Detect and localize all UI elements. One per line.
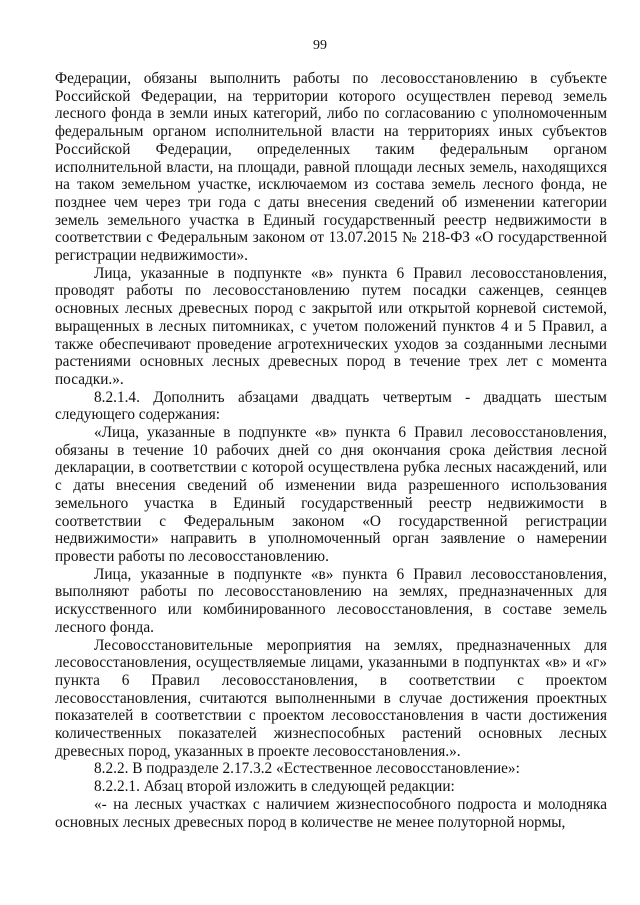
paragraph-continuation: Федерации, обязаны выполнить работы по лесовосстановлению в субъекте Российской Федерации, на территории которого осуществлен перевод земель лесного фонда в земли иных категорий, либо по согласованию с уполномоченным федеральным органом исполнительной власти на территориях иных субъектов Российской Федерации, определенных таким федеральным органом исполнительной власти, на площади, равной площади лесных земель, находящихся на таком земельном участке, исключаемом из состава земель лесного фонда, не позднее чем через три года с даты внесения сведений об изменении категории земель земельного участка в Единый государственный реестр недвижимости в соответствии с Федеральным законом от 13.07.2015 № 218-ФЗ «О государственной регистрации недвижимости».: [55, 70, 607, 265]
paragraph-measures-completed: Лесовосстановительные мероприятия на землях, предназначенных для лесовосстановления, осуществляемые лицами, указанными в подпунктах «в» и «г» пункта 6 Правил лесовосстановления, в соответствии с проектом лесовосстановления, считаются выполненными в случае достижения проектных показателей в соответствии с проектом лесовосстановления в части достижения количественных показателей жизнеспособных растений основных лесных древесных пород, указанных в проекте лесовосстановления.».: [55, 636, 607, 760]
document-body: [55, 70, 607, 831]
paragraph-item-8-2-2-1: 8.2.2.1. Абзац второй изложить в следующей редакции:: [94, 778, 455, 796]
paragraph-item-8-2-1-4: 8.2.1.4. Дополнить абзацами двадцать четвертым - двадцать шестым следующего содержания:: [55, 388, 607, 424]
paragraph-planting-works: Лица, указанные в подпункте «в» пункта 6 Правил лесовосстановления, проводят работы по лесовосстановлению путем посадки саженцев, сеянцев основных лесных древесных пород с закрытой или открытой корневой системой, выращенных в лесных питомниках, с учетом положений пунктов 4 и 5 Правил, а также обеспечивают проведение агротехнических уходов за созданными лесными растениями основных лесных древесных пород в течение трех лет с момента посадки.».: [55, 264, 607, 388]
paragraph-application-deadline: «Лица, указанные в подпункте «в» пункта 6 Правил лесовосстановления, обязаны в течение 10 рабочих дней со дня окончания срока действия лесной декларации, в соответствии с которой осуществлена рубка лесных насаждений, или с даты внесения сведений об изменении вида разрешенного использования земельного участка в Единый государственный реестр недвижимости в соответствии с Федеральным законом «О государственной регистрации недвижимости» направить в уполномоченный орган заявление о намерении провести работы по лесовосстановлению.: [55, 424, 607, 565]
paragraph-works-on-lands: Лица, указанные в подпункте «в» пункта 6 Правил лесовосстановления, выполняют работы по лесовосстановлению на землях, предназначенных для искусственного или комбинированного лесовосстановления, в составе земель лесного фонда.: [55, 565, 607, 636]
page-number: 99: [313, 38, 327, 53]
paragraph-item-8-2-2: 8.2.2. В подразделе 2.17.3.2 «Естественное лесовосстановление»:: [94, 760, 520, 778]
paragraph-natural-regeneration: «- на лесных участках с наличием жизнеспособного подроста и молодняка основных лесных древесных пород в количестве не менее полуторной нормы,: [55, 795, 607, 831]
